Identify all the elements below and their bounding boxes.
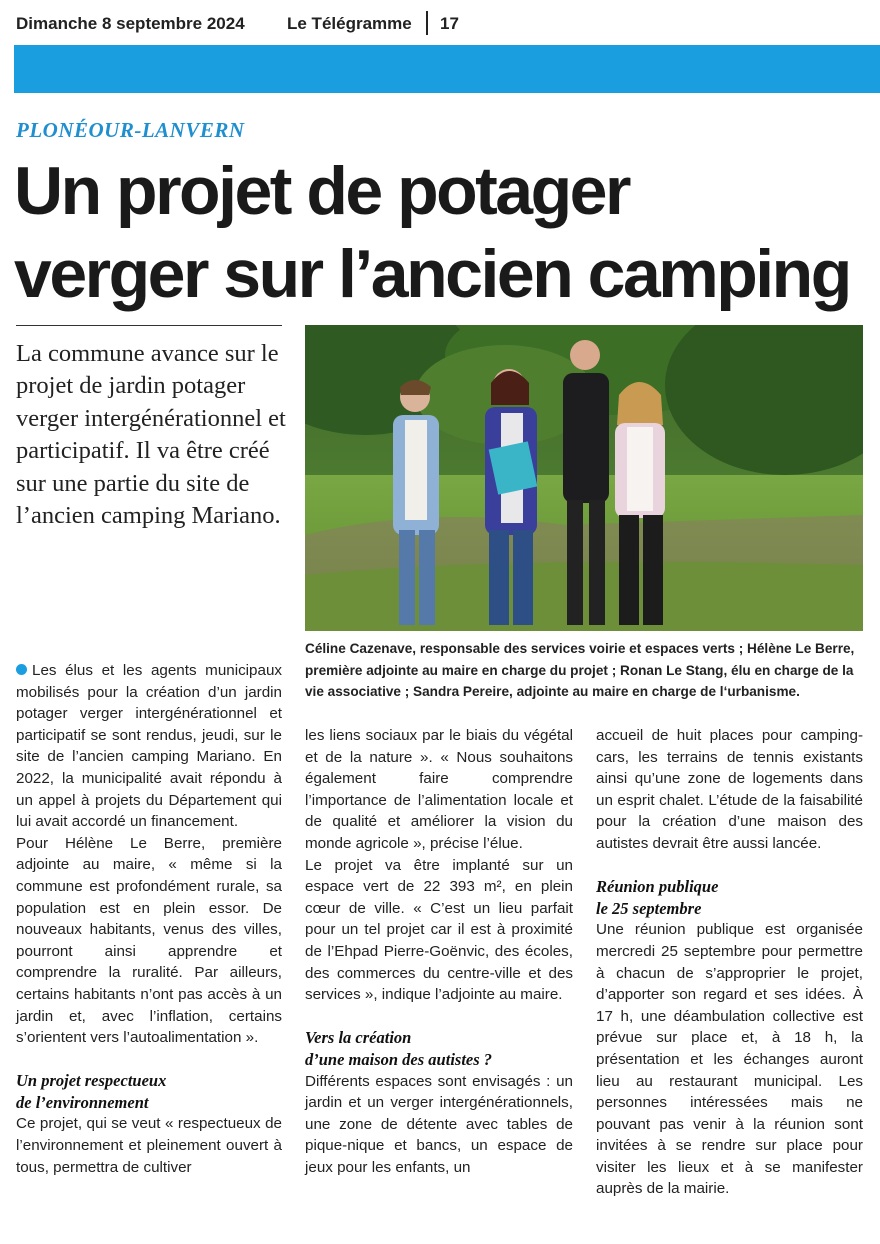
article-column-3 — [596, 725, 863, 1200]
bullet-dot-icon — [16, 664, 27, 675]
article-column-2 — [305, 725, 573, 1178]
subheading-line: de l’environnement — [16, 1092, 149, 1112]
paragraph: Ce projet, qui se veut « respectueux de l’environnement et pleinement ouvert à tous, permettra de cultiver — [16, 1115, 282, 1176]
lead-divider — [16, 325, 282, 326]
paragraph: Une réunion publique est organisée mercredi 25 septembre pour permettre à chacun de s’approprier le projet, d’apporter son regard et ses idées. À 17 h, une déambulation collective est prévue sur place et, à 18 h, la présentation et les échanges auront lieu au restaurant municipal. Les personnes intéressées mais ne pouvant pas venir à la réunion sont invitées à se rendre sur place pour visiter les lieux et à se manifester auprès de la mairie. — [596, 921, 863, 1198]
subheading — [596, 876, 863, 919]
headline-line-2: verger sur l’ancien camping — [14, 236, 850, 312]
header-date: Dimanche 8 septembre 2024 — [16, 14, 245, 33]
paragraph: Différents espaces sont envisagés : un jardin et un verger intergénérationnels, une zone de détente avec tables de pique-nique et bancs, un espace de jeux pour les enfants, un — [305, 1072, 573, 1176]
photo-caption: Céline Cazenave, responsable des services voirie et espaces verts ; Hélène Le Berre, première adjointe au maire en charge du projet ; Ronan Le Stang, élu en charge de la vie associative ; Sandra Pereire, adjointe au maire en charge de l‘urbanisme. — [305, 641, 855, 700]
subheading-line: d’une maison des autistes ? — [305, 1049, 493, 1069]
header-publication: Le Télégramme — [287, 14, 412, 33]
header-page-number: 17 — [440, 14, 459, 33]
photo-illustration — [305, 325, 863, 631]
subheading-line: Un projet respectueux — [16, 1071, 167, 1091]
paragraph: accueil de huit places pour camping-cars, les terrains de tennis existants ainsi qu’une zone de logements dans un esprit chalet. L’étude de la faisabilité pour la création d’une maison des autistes devrait être aussi lancée. — [596, 727, 863, 852]
paragraph: Le projet va être implanté sur un espace vert de 22 393 m², en plein cœur de ville. « C’est un lieu parfait pour un tel projet car il est à proximité de l’Ehpad Pierre-Goënvic, des écoles, des commerces du centre-ville et des services », indique l’adjointe au maire. — [305, 856, 573, 1004]
paragraph-text: Les élus et les agents municipaux mobilisés pour la création d’un jardin potager verger intergénérationnel et participatif se sont rendus, jeudi, sur le site de l’ancien camping Mariano. En 2022, la municipalité avait répondu à un appel à projets du Département qui lui avait accordé un financement. — [16, 662, 282, 831]
paragraph — [16, 660, 282, 833]
header-separator — [426, 11, 428, 35]
subheading-line: le 25 septembre — [596, 898, 702, 918]
subheading-line: Vers la création — [305, 1028, 412, 1048]
subheading — [16, 1070, 282, 1113]
article-column-1 — [16, 660, 282, 1178]
header-color-band — [14, 45, 880, 93]
paragraph: Pour Hélène Le Berre, première adjointe au maire, « même si la commune est profondément rurale, sa population est en plein essor. De nouveaux habitants, venus des villes, pourront ainsi apprendre et comprendre la ruralité. Par ailleurs, certains habitants n’ont pas accès à un jardin et, avec l’inflation, certains s’orientent vers l’autoalimentation ». — [16, 834, 282, 1047]
subheading — [305, 1027, 573, 1070]
article-rubric: PLONÉOUR-LANVERN — [16, 118, 245, 142]
paragraph: les liens sociaux par le biais du végétal et de la nature ». « Nous souhaitons également faire comprendre l’importance de l’alimentation locale et de qualité et améliorer la vision du monde agricole », précise l’élue. — [305, 727, 573, 852]
article-headline — [14, 150, 880, 316]
headline-line-1: Un projet de potager — [14, 153, 629, 229]
article-lead: La commune avance sur le projet de jardin potager verger intergénérationnel et participatif. Il va être créé sur une partie du site de l’ancien camping Mariano. — [16, 340, 286, 530]
subheading-line: Réunion publique — [596, 877, 719, 897]
article-photo — [305, 325, 863, 631]
